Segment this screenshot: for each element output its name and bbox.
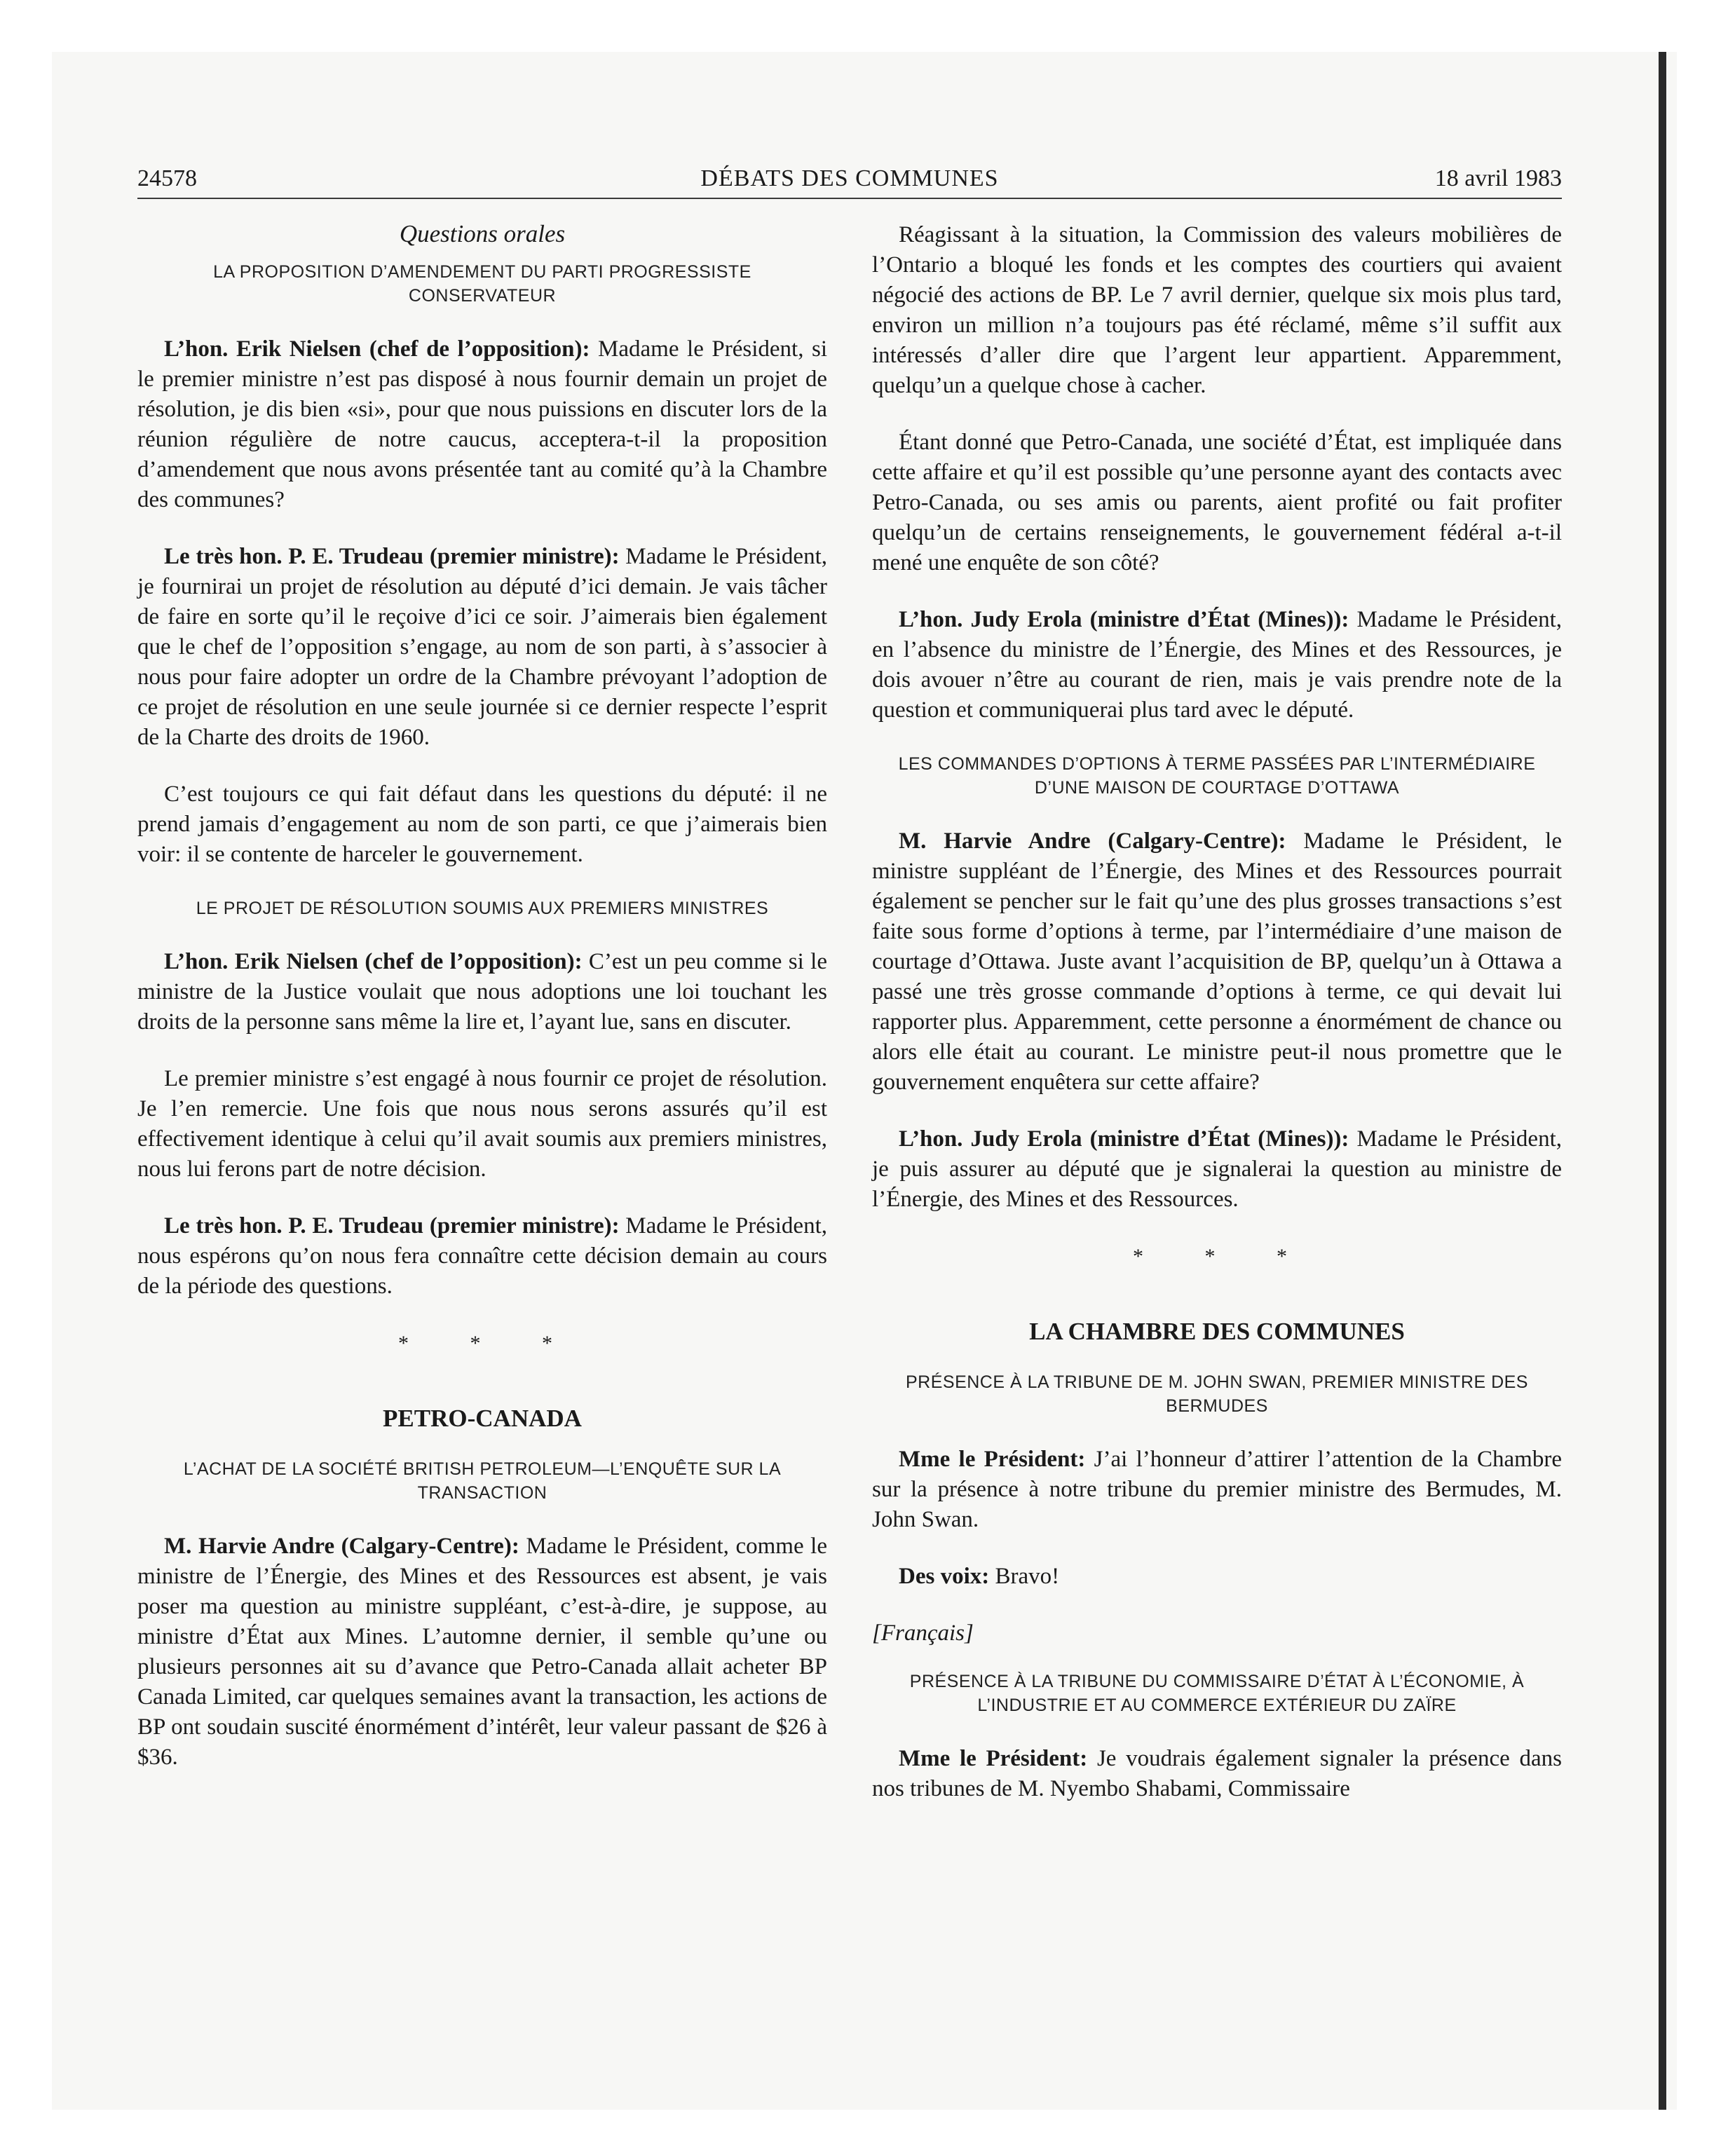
speaker-name: L’hon. Erik Nielsen (chef de l’opposition):	[164, 336, 590, 362]
speech-paragraph	[137, 1211, 827, 1302]
page-number: 24578	[137, 165, 197, 191]
body-paragraph: C’est toujours ce qui fait défaut dans les questions du député: il ne prend jamais d’engagement au nom de son parti, ce que j’aimerais bien voir: il se contente de harceler le gouvernement.	[137, 782, 827, 867]
speech-text: Madame le Président, nous espérons qu’on nous fera connaître cette décision demain au cours de la période des questions.	[137, 1213, 827, 1299]
speech-paragraph	[872, 1445, 1562, 1535]
speech-paragraph	[137, 947, 827, 1037]
page-header	[137, 163, 1562, 195]
speech-text: Bravo!	[989, 1564, 1060, 1589]
section-title: Questions orales	[399, 220, 566, 247]
speaker-name: Mme le Président:	[899, 1447, 1086, 1472]
speech-paragraph	[872, 1124, 1562, 1215]
speech-paragraph	[137, 542, 827, 753]
speaker-name: Le très hon. P. E. Trudeau (premier ministre):	[164, 1213, 620, 1239]
speaker-name: M. Harvie Andre (Calgary-Centre):	[164, 1534, 519, 1559]
speech-paragraph	[872, 826, 1562, 1098]
speech-text: Madame le Président, je puis assurer au député que je signalerai la question au ministre de l’Énergie, des Mines et des Ressources.	[872, 1126, 1562, 1212]
body-paragraph: Étant donné que Petro-Canada, une société d’État, est impliquée dans cette affaire et qu’il est possible qu’une personne ayant des contacts avec Petro-Canada, ou ses amis ou parents, aient profité ou fait profiter quelqu’un de certains renseignements, le gouvernement fédéral a-t-il mené une enquête de son côté?	[872, 430, 1562, 575]
section-separator: * * *	[398, 1332, 580, 1355]
speech-paragraph	[137, 334, 827, 515]
language-tag: [Français]	[872, 1621, 974, 1646]
speech-text: Madame le Président, si le premier ministre n’est pas disposé à nous fournir demain un projet de résolution, je dis bien «si», pour que nous puissions en discuter lors de la réunion régulière de notre caucus, acceptera-t-il la proposition d’amendement que nous avons présentée tant au comité qu’à la Chambre des communes?	[137, 336, 828, 512]
body-paragraph: Réagissant à la situation, la Commission des valeurs mobilières de l’Ontario a bloqué les fonds et les comptes des courtiers qui avaient négocié des actions de BP. Le 7 avril dernier, quelque six mois plus tard, environ un million n’a toujours pas été réclamé, même s’il suffit aux intéressés d’aller dire que l’argent leur appartient. Apparemment, quelqu’un a quelque chose à cacher.	[872, 222, 1562, 398]
subheading: L’ACHAT DE LA SOCIÉTÉ BRITISH PETROLEUM—L’ENQUÊTE SUR LA TRANSACTION	[183, 1459, 782, 1503]
publication-title: DÉBATS DES COMMUNES	[700, 165, 999, 191]
speaker-name: Mme le Président:	[899, 1746, 1088, 1771]
subheading: PRÉSENCE À LA TRIBUNE DU COMMISSAIRE D’ÉTAT À L’ÉCONOMIE, À L’INDUSTRIE ET AU COMMERCE EXTÉRIEUR DU ZAÏRE	[909, 1672, 1525, 1715]
right-column	[872, 210, 1562, 1831]
speech-text: J’ai l’honneur d’attirer l’attention de la Chambre sur la présence à notre tribune du premier ministre des Bermudes, M. John Swan.	[872, 1447, 1562, 1532]
speaker-name: L’hon. Erik Nielsen (chef de l’opposition):	[164, 949, 583, 974]
speech-paragraph	[872, 1562, 1562, 1592]
scan-edge-bar	[1659, 52, 1666, 2110]
speech-text: Madame le Président, je fournirai un projet de résolution au député d’ici demain. Je vais tâcher de faire en sorte qu’il le reçoive d’ici ce soir. J’aimerais bien également que le chef de l’opposition s’engage, au nom de son parti, à s’associer à nous pour faire adopter un ordre de la Chambre prévoyant l’adoption de ce projet de résolution en une seule journée si ce dernier respecte l’esprit de la Charte des droits de 1960.	[137, 544, 827, 750]
section-separator: * * *	[1133, 1245, 1315, 1268]
speaker-name: Des voix:	[899, 1564, 990, 1589]
speech-text: Je voudrais également signaler la présence dans nos tribunes de M. Nyembo Shabami, Commissaire	[872, 1746, 1562, 1801]
speaker-name: Le très hon. P. E. Trudeau (premier ministre):	[164, 544, 620, 569]
left-column	[137, 210, 827, 1799]
subheading: LE PROJET DE RÉSOLUTION SOUMIS AUX PREMIERS MINISTRES	[196, 899, 769, 918]
publication-date: 18 avril 1983	[1434, 165, 1562, 191]
speech-text: Madame le Président, en l’absence du ministre de l’Énergie, des Mines et des Ressources, je dois avouer n’être au courant de rien, mais je vais prendre note de la question et communiquerai plus tard avec le député.	[872, 607, 1562, 723]
body-paragraph: Le premier ministre s’est engagé à nous fournir ce projet de résolution. Je l’en remercie. Une fois que nous nous serons assurés qu’il est effectivement identique à celui qu’il avait soumis aux premiers ministres, nous lui ferons part de notre décision.	[137, 1066, 827, 1182]
speech-paragraph	[872, 1744, 1562, 1804]
main-heading: PETRO-CANADA	[383, 1405, 582, 1432]
speech-text: Madame le Président, le ministre suppléant de l’Énergie, des Mines et des Ressources pourrait également se pencher sur le fait qu’une des plus grosses transactions s’est faite sous forme d’options à terme, par l’intermédiaire d’une maison de courtage d’Ottawa. Juste avant l’acquisition de BP, quelqu’un à Ottawa a passé une très grosse commande d’options à terme, ce qui devait lui rapporter plus. Apparemment, cette personne a énormément de chance ou alors elle était au courant. Le ministre peut-il nous promettre que le gouvernement enquêtera sur cette affaire?	[872, 828, 1562, 1095]
speech-text: Madame le Président, comme le ministre de l’Énergie, des Mines et des Ressources est absent, je vais poser ma question au ministre suppléant, c’est-à-dire, je suppose, au ministre d’État aux Mines. L’automne dernier, il semble qu’une ou plusieurs personnes ait su d’avance que Petro-Canada allait acheter BP Canada Limited, car quelques semaines avant la transaction, les actions de BP ont soudain suscité énormément d’intérêt, leur valeur passant de $26 à $36.	[137, 1534, 827, 1770]
subheading: LA PROPOSITION D’AMENDEMENT DU PARTI PROGRESSISTE CONSERVATEUR	[213, 262, 751, 306]
speaker-name: M. Harvie Andre (Calgary-Centre):	[899, 828, 1286, 854]
speech-paragraph	[872, 605, 1562, 725]
header-rule	[137, 198, 1562, 199]
main-heading: LA CHAMBRE DES COMMUNES	[1029, 1318, 1405, 1345]
subheading: PRÉSENCE À LA TRIBUNE DE M. JOHN SWAN, PREMIER MINISTRE DES BERMUDES	[906, 1372, 1528, 1416]
speech-text: C’est un peu comme si le ministre de la Justice voulait que nous adoptions une loi touchant les droits de la personne sans même la lire et, l’ayant lue, sans en discuter.	[137, 949, 827, 1035]
speech-paragraph	[137, 1531, 827, 1773]
speaker-name: L’hon. Judy Erola (ministre d’État (Mines)):	[899, 1126, 1349, 1152]
speaker-name: L’hon. Judy Erola (ministre d’État (Mines)):	[899, 607, 1349, 632]
subheading: LES COMMANDES D’OPTIONS À TERME PASSÉES PAR L’INTERMÉDIAIRE D’UNE MAISON DE COURTAGE D’OTTAWA	[898, 754, 1536, 798]
